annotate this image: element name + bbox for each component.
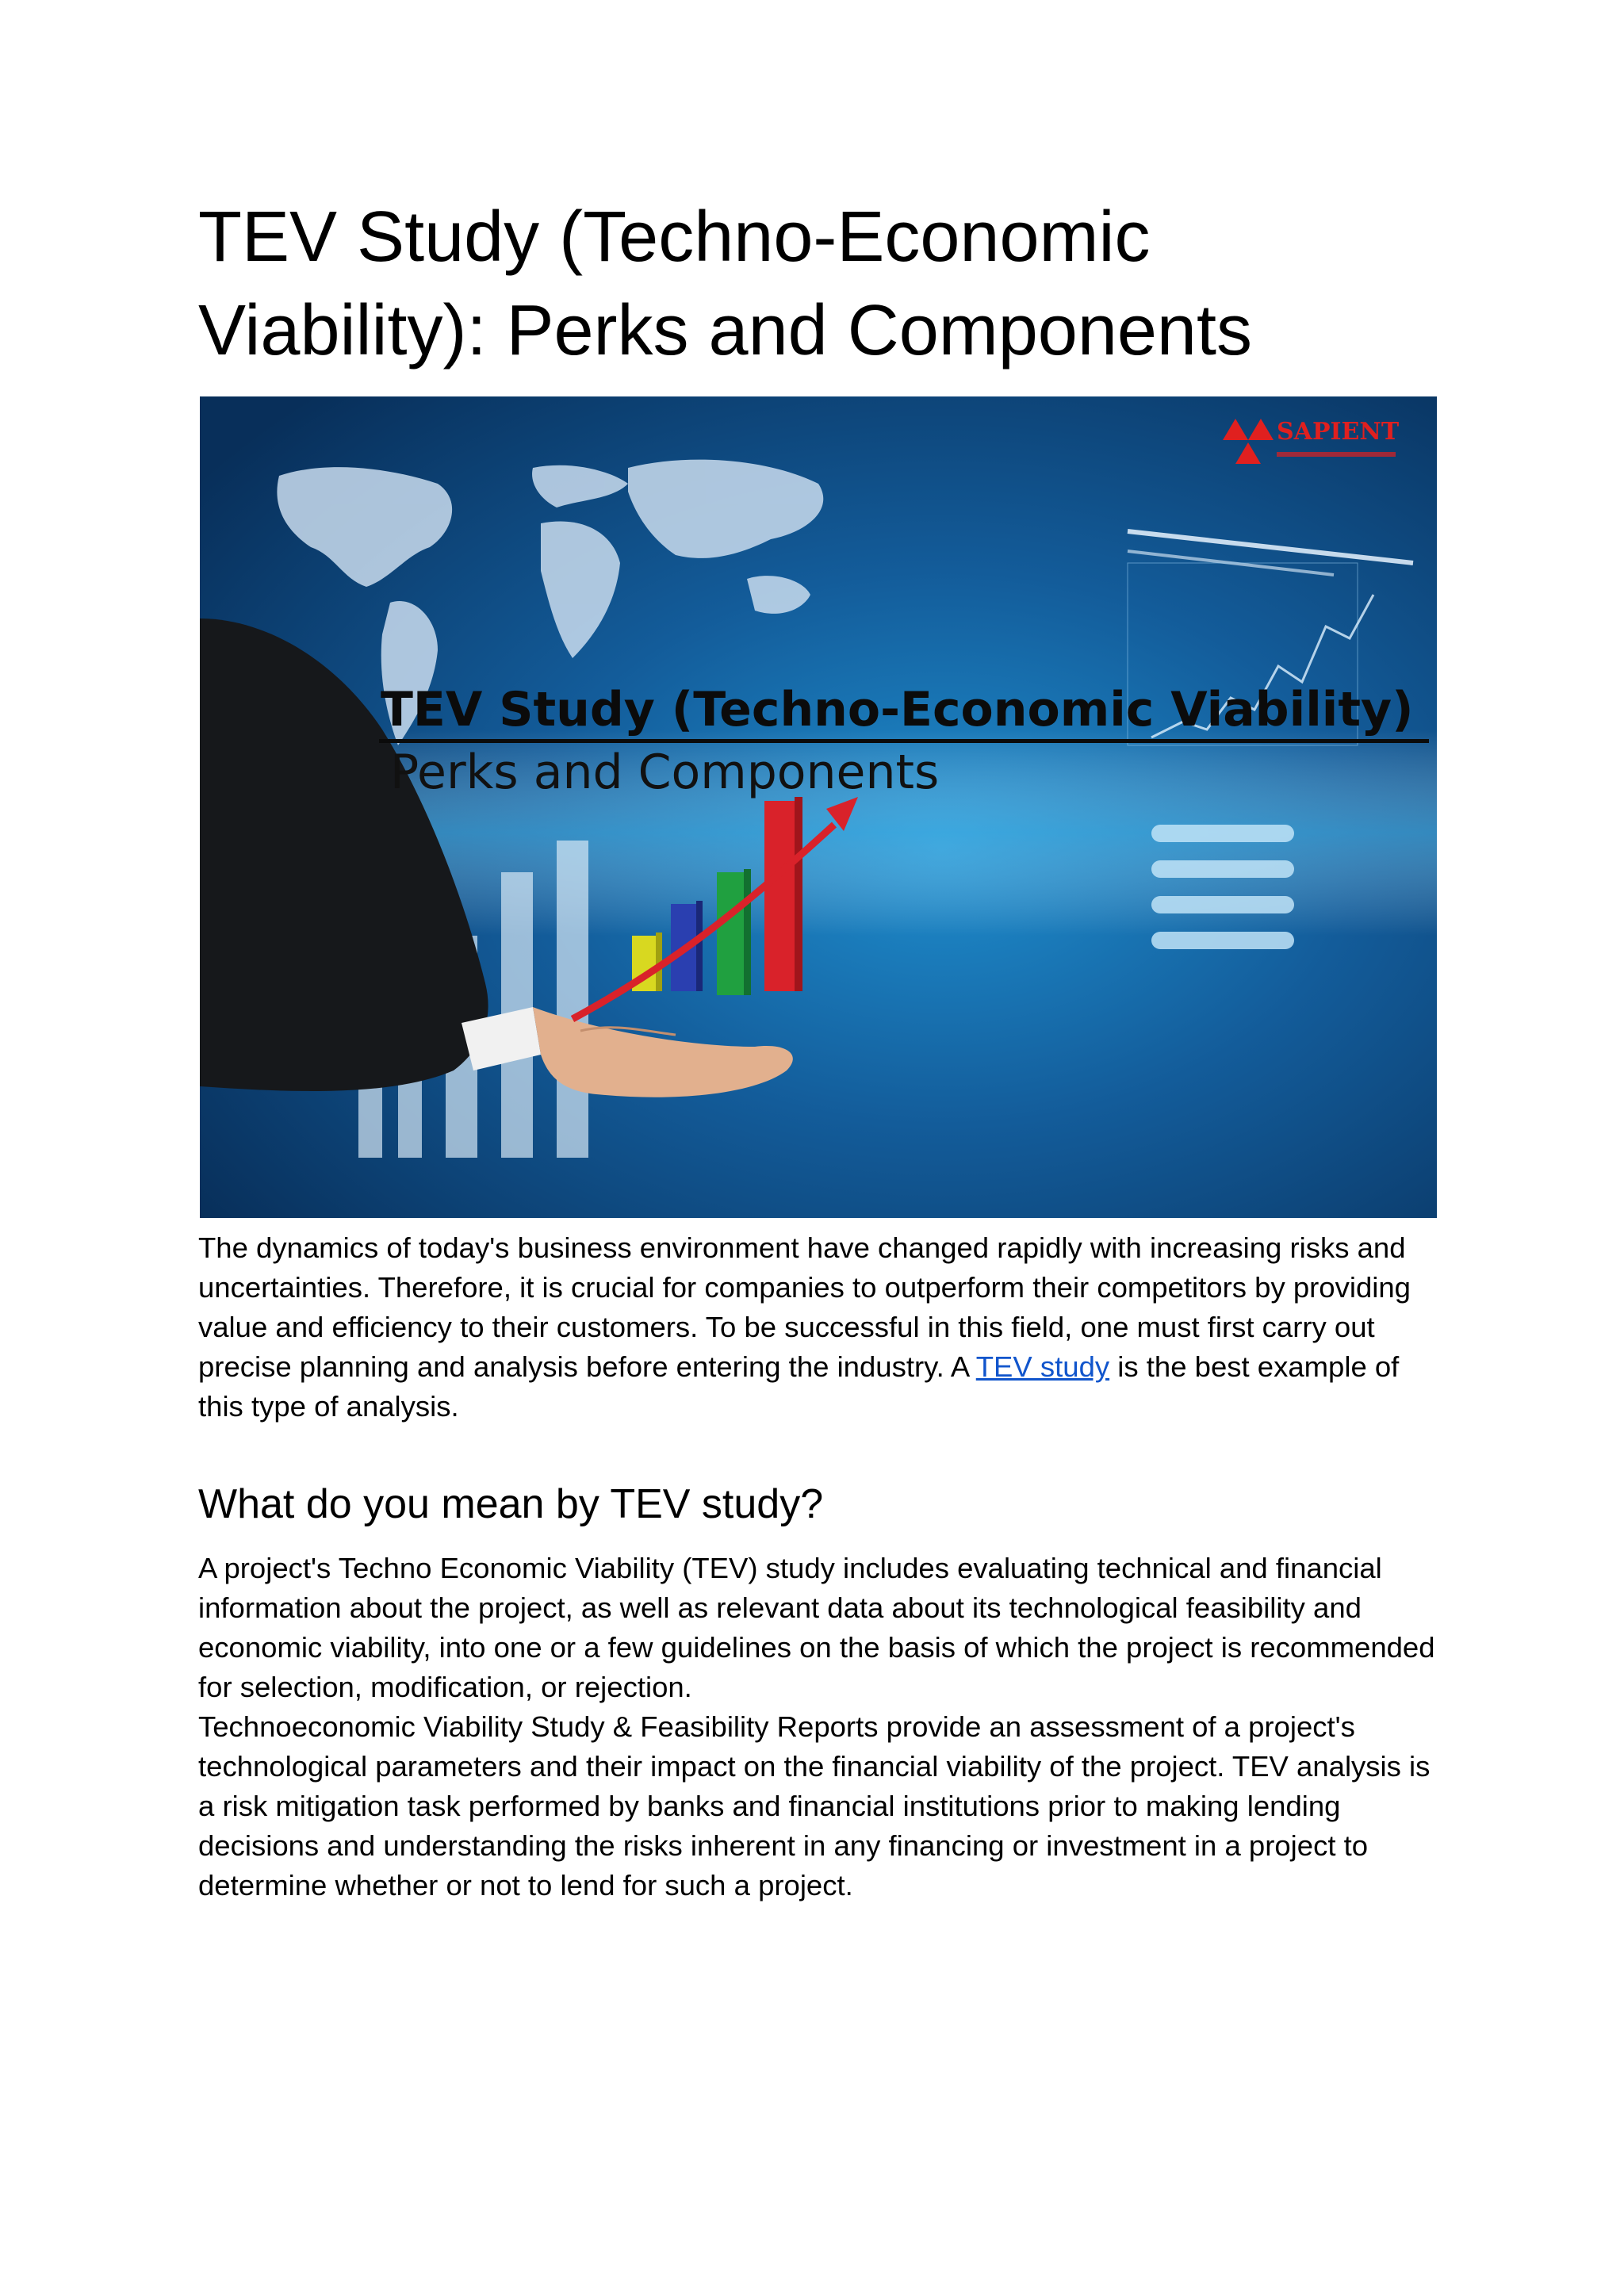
section-heading: What do you mean by TEV study? <box>198 1481 824 1527</box>
definition-paragraph: A project's Techno Economic Viability (TEV) study includes evaluating technical and financial information about the project, as well as relevant data about its technological feasibility and economic viability, into one or a few guidelines on the basis of which the project is recommended for selection, modification, or rejection. <box>198 1552 1435 1703</box>
page-title-line2: Viability): Perks and Components <box>198 291 1252 370</box>
intro-text-after-link: is the best example of this type of analysis. <box>198 1350 1400 1423</box>
page-title-line1: TEV Study (Techno-Economic <box>198 197 1151 277</box>
brand-logo-text: SAPIENT <box>1277 418 1400 446</box>
intro-paragraph <box>198 1228 1451 1427</box>
intro-text-before-link: The dynamics of today's business environment have changed rapidly with increasing risks and uncertainties. Therefore, it is crucial for companies to outperform their competitors by providing value and efficiency to their customers. To be successful in this field, one must first carry out precise planning and analysis before entering the industry. A <box>198 1231 1411 1383</box>
banner-heading: TEV Study (Techno-Economic Viability) <box>381 682 1414 737</box>
assessment-paragraph: Technoeconomic Viability Study & Feasibility Reports provide an assessment of a project's technological parameters and their impact on the financial viability of the project. TEV analysis is a risk mitigation task performed by banks and financial institutions prior to making lending decisions and understanding the risks inherent in any financing or investment in a project to determine whether or not to lend for such a project. <box>198 1710 1431 1901</box>
page-title <box>198 190 1435 377</box>
banner-image <box>200 396 1437 1218</box>
banner-subheading: Perks and Components <box>390 745 940 800</box>
tev-study-link[interactable]: TEV study <box>975 1350 1110 1383</box>
document-page <box>198 190 1435 377</box>
